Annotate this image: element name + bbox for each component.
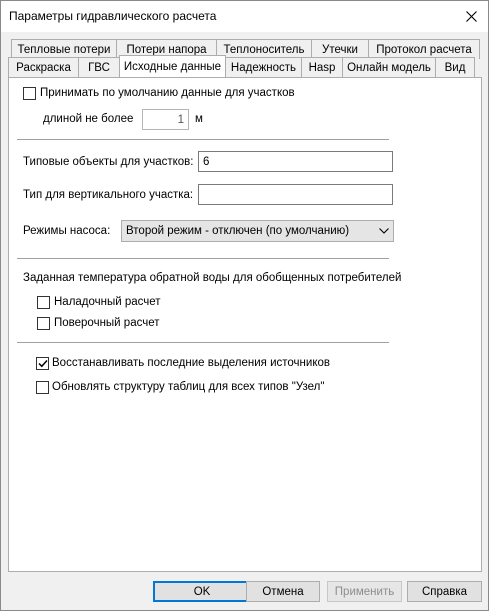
typical-objects-label: Типовые объекты для участков: <box>23 156 194 168</box>
tab-heat-loss[interactable] <box>11 39 117 59</box>
tab-label: Hasp <box>308 61 336 74</box>
length-label: длиной не более <box>43 113 134 125</box>
restore-selection-checkbox[interactable] <box>36 357 49 370</box>
ok-label: OK <box>193 585 211 598</box>
separator <box>17 342 389 343</box>
tab-online-model[interactable] <box>342 57 436 77</box>
tab-reliability[interactable] <box>225 57 302 77</box>
tab-label: Исходные данные <box>123 60 222 73</box>
chevron-down-icon <box>379 228 389 234</box>
tab-label: Тепловые потери <box>17 43 111 56</box>
tab-label: ГВС <box>88 61 110 74</box>
tab-panel-initial-data <box>8 77 482 572</box>
tab-calc-protocol[interactable] <box>368 39 480 59</box>
verify-calc-label: Поверочный расчет <box>54 317 160 329</box>
close-button[interactable] <box>458 4 484 28</box>
tab-label: Потери напора <box>126 43 207 56</box>
separator <box>17 139 389 140</box>
length-unit: м <box>195 113 203 125</box>
setup-calc-checkbox[interactable] <box>37 296 50 309</box>
tab-strip <box>1 37 488 77</box>
help-label: Справка <box>421 585 468 598</box>
apply-label: Применить <box>334 585 395 598</box>
pump-modes-value: Второй режим - отключен (по умолчанию) <box>126 225 350 237</box>
pump-modes-label: Режимы насоса: <box>23 225 111 237</box>
default-data-checkbox[interactable] <box>23 87 36 100</box>
vertical-type-input[interactable] <box>198 184 393 205</box>
cancel-button[interactable] <box>246 581 320 602</box>
tab-label: Протокол расчета <box>376 43 472 56</box>
tab-coloring[interactable] <box>8 57 79 77</box>
restore-selection-label: Восстанавливать последние выделения источников <box>52 357 330 369</box>
return-temp-heading: Заданная температура обратной воды для обобщенных потребителей <box>23 272 402 284</box>
typical-objects-value: 6 <box>203 155 210 168</box>
apply-button[interactable] <box>327 581 402 602</box>
update-structure-checkbox[interactable] <box>36 381 49 394</box>
tab-initial-data[interactable] <box>119 55 226 77</box>
tab-label: Надежность <box>230 61 297 74</box>
help-button[interactable] <box>407 581 482 602</box>
tab-label: Онлайн модель <box>347 61 431 74</box>
tab-hasp[interactable] <box>301 57 343 77</box>
window-title: Параметры гидравлического расчета <box>9 9 217 23</box>
pump-modes-select[interactable] <box>121 220 394 242</box>
tab-label: Вид <box>444 61 466 74</box>
tab-label: Теплоноситель <box>223 43 305 56</box>
tab-heat-carrier[interactable] <box>216 39 312 59</box>
setup-calc-label: Наладочный расчет <box>54 296 161 308</box>
verify-calc-checkbox[interactable] <box>37 317 50 330</box>
vertical-type-label: Тип для вертикального участка: <box>23 189 194 201</box>
tab-hot-water[interactable] <box>78 57 120 77</box>
separator <box>17 258 389 259</box>
length-input[interactable] <box>142 109 189 130</box>
cancel-label: Отмена <box>262 585 304 598</box>
title-bar <box>1 1 488 32</box>
tab-leaks[interactable] <box>311 39 369 59</box>
typical-objects-input[interactable] <box>198 151 393 172</box>
default-data-label: Принимать по умолчанию данные для участков <box>40 87 295 99</box>
update-structure-label: Обновлять структуру таблиц для всех типов "Узел" <box>52 381 325 393</box>
tab-view[interactable] <box>435 57 475 77</box>
ok-button[interactable] <box>153 581 251 602</box>
tab-label: Утечки <box>322 43 358 56</box>
close-icon <box>466 11 477 22</box>
length-value: 1 <box>177 113 184 126</box>
tab-label: Раскраска <box>16 61 71 74</box>
checkmark-icon <box>38 359 48 368</box>
